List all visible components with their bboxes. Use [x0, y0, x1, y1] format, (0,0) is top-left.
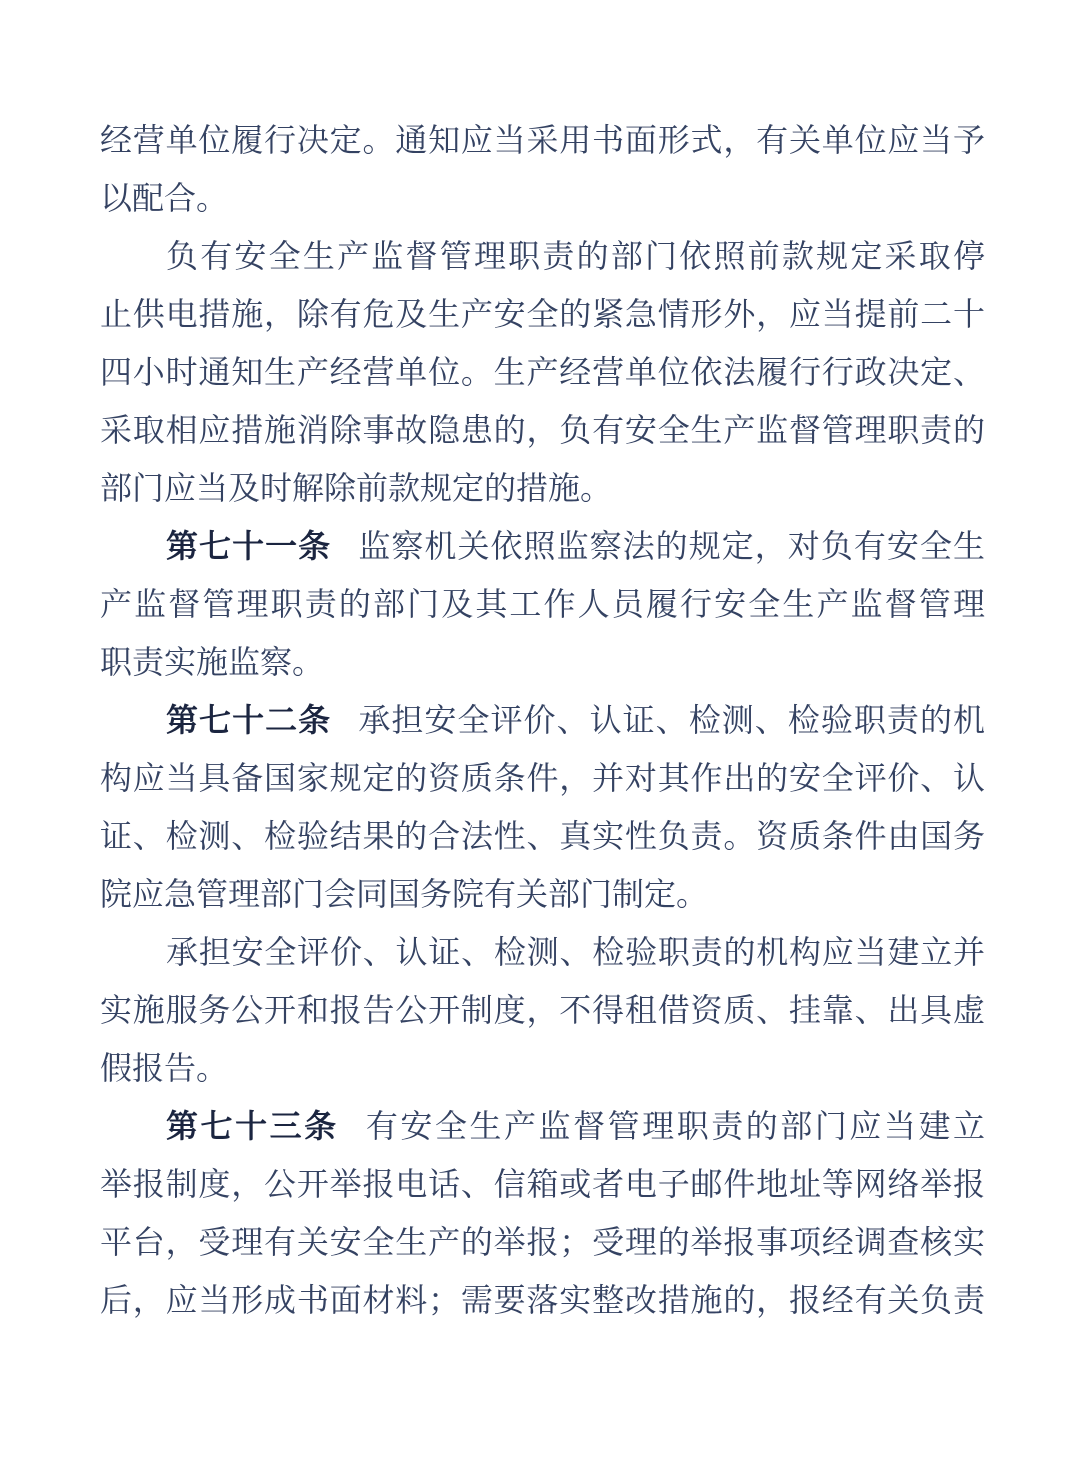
text-line: 承担安全评价、认证、检测、检验职责的机构应当建立并 [166, 934, 985, 970]
text-line: 实施服务公开和报告公开制度，不得租借资质、挂靠、出具虚 [100, 992, 985, 1028]
article-number: 第七十二条 [166, 702, 332, 738]
text-line: 构应当具备国家规定的资质条件，并对其作出的安全评价、认 [100, 760, 985, 796]
text-line: 产监督管理职责的部门及其工作人员履行安全生产监督管理 [100, 586, 985, 622]
text-line: 采取相应措施消除事故隐患的，负有安全生产监督管理职责的 [100, 412, 985, 448]
article-text: 监察机关依照监察法的规定，对负有安全生 [358, 528, 985, 564]
text-line: 院应急管理部门会同国务院有关部门制定。 [100, 876, 709, 912]
text-line: 后，应当形成书面材料；需要落实整改措施的，报经有关负责 [100, 1282, 985, 1318]
article-number: 第七十一条 [166, 528, 332, 564]
document-page [100, 111, 985, 1329]
text-line: 职责实施监察。 [100, 644, 325, 680]
article-text: 有安全生产监督管理职责的部门应当建立 [365, 1108, 985, 1144]
text-line: 以配合。 [100, 180, 229, 216]
article-text: 承担安全评价、认证、检测、检验职责的机 [358, 702, 985, 738]
text-line [100, 1097, 985, 1155]
text-line: 止供电措施，除有危及生产安全的紧急情形外，应当提前二十 [100, 296, 985, 332]
text-line: 假报告。 [100, 1050, 229, 1086]
text-line: 证、检测、检验结果的合法性、真实性负责。资质条件由国务 [100, 818, 985, 854]
article-number: 第七十三条 [166, 1108, 339, 1144]
text-line: 四小时通知生产经营单位。生产经营单位依法履行行政决定、 [100, 354, 985, 390]
text-line [100, 517, 985, 575]
text-line: 经营单位履行决定。通知应当采用书面形式，有关单位应当予 [100, 122, 985, 158]
text-line: 负有安全生产监督管理职责的部门依照前款规定采取停 [166, 238, 985, 274]
text-line: 举报制度，公开举报电话、信箱或者电子邮件地址等网络举报 [100, 1166, 985, 1202]
text-line [100, 691, 985, 749]
text-line: 部门应当及时解除前款规定的措施。 [100, 470, 613, 506]
text-line: 平台，受理有关安全生产的举报；受理的举报事项经调查核实 [100, 1224, 985, 1260]
